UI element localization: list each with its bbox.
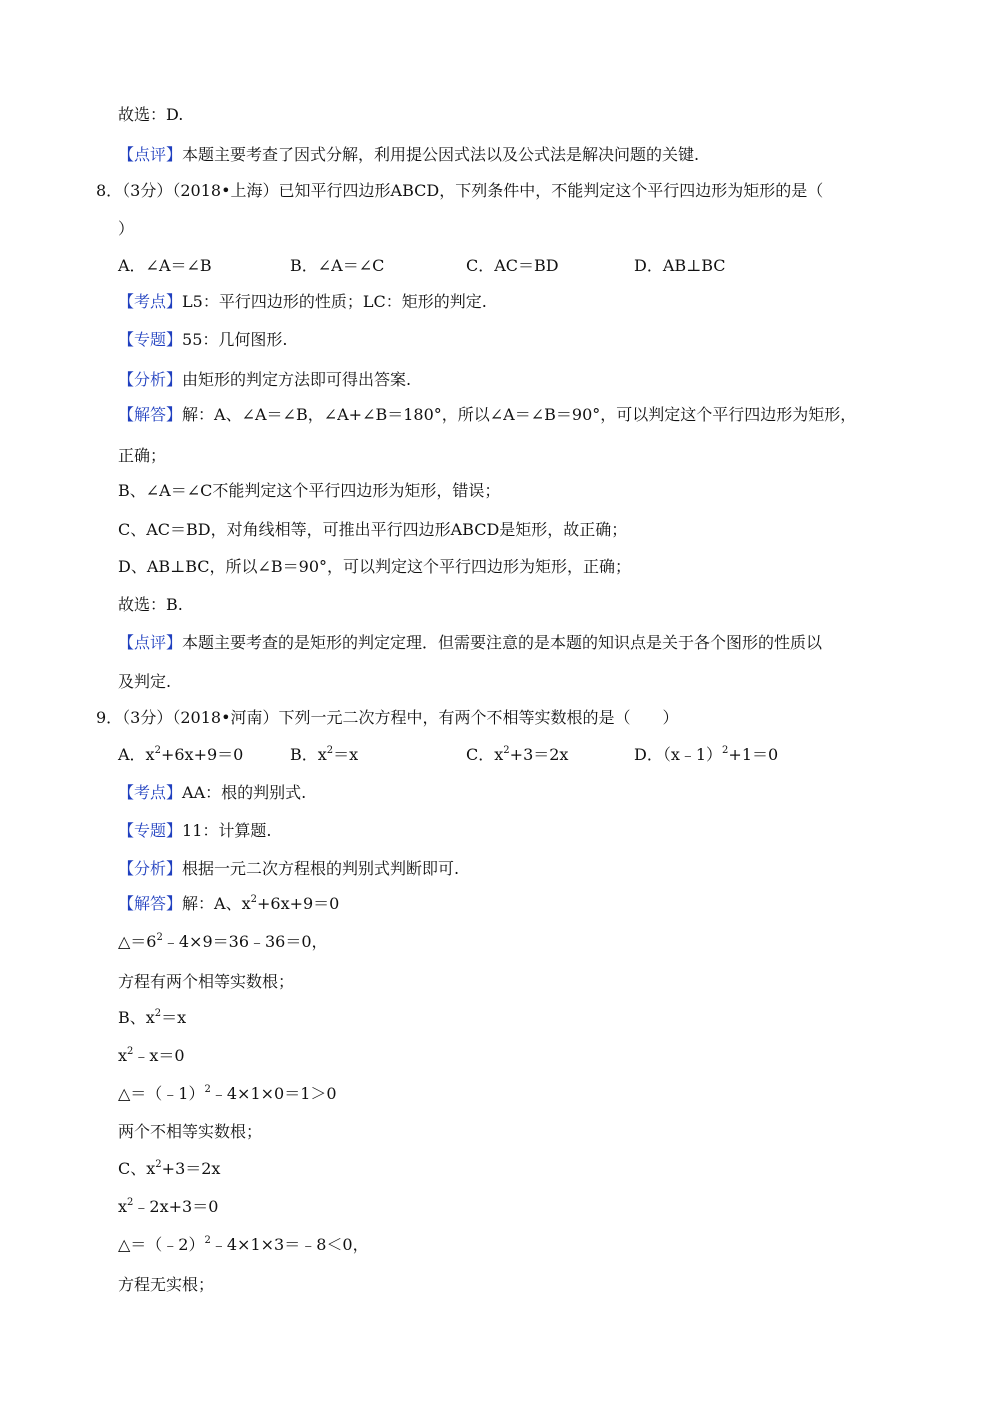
jieda-tag: 【解答】 <box>118 405 183 424</box>
zhuanti-tag: 【专题】 <box>118 330 183 349</box>
q9-option-a: A．$x^2+6x+9=0$ <box>118 745 244 764</box>
q8-zhuanti-text: 55：几何图形. <box>182 330 288 349</box>
q9-calc-line6: 两个不相等实数根； <box>118 1122 263 1141</box>
q9-calc-line1: $\triangle=6^2﹣4\times 9=36﹣36=0$， <box>118 932 328 951</box>
kaodian-tag: 【考点】 <box>118 783 183 802</box>
q8-fenxi-text: 由矩形的判定方法即可得出答案. <box>182 370 412 389</box>
q9-calc-line3: B、$x^2=x$ <box>118 1008 187 1027</box>
fenxi-tag: 【分析】 <box>118 370 183 389</box>
q8-comment-text: 本题主要考查的是矩形的判定定理．但需要注意的是本题的知识点是关于各个图形的性质以 <box>182 633 823 652</box>
fenxi-tag: 【分析】 <box>118 859 183 878</box>
q9-calc-line2: 方程有两个相等实数根； <box>118 972 295 991</box>
q9-fenxi-text: 根据一元二次方程根的判别式判断即可. <box>182 859 460 878</box>
q9-jieda-line: 【解答】解：A、$x^2+6x+9=0$ <box>118 894 340 913</box>
q8-stem-line2: ） <box>118 219 135 238</box>
prev-comment-line <box>118 145 699 165</box>
q8-comment-line1 <box>118 633 822 653</box>
q9-calc-line9: △＝（﹣2）$^2$﹣4×1×3＝﹣8＜0， <box>118 1235 369 1254</box>
q9-option-b: B．$x^2=x$ <box>290 745 359 764</box>
q9-fenxi-line <box>118 859 459 879</box>
q8-kaodian-text: L5：平行四边形的性质；LC：矩形的判定. <box>182 292 487 311</box>
q8-fenxi-line <box>118 370 411 390</box>
q9-option-c: C．$x^2+3=2x$ <box>466 745 569 764</box>
q8-jieda-text: 解：A、∠A＝∠B，∠A+∠B＝180°，所以∠A＝∠B＝90°，可以判定这个平行四边形为矩形， <box>182 405 857 424</box>
q8-line-d: D、AB⊥BC，所以∠B＝90°，可以判定这个平行四边形为矩形，正确； <box>118 557 632 576</box>
q8-jieda-line2: 正确； <box>118 446 167 465</box>
q9-calc-line4: $x^2﹣x=0$ <box>118 1046 185 1065</box>
kaodian-tag: 【考点】 <box>118 292 183 311</box>
prev-comment-text: 本题主要考查了因式分解，利用提公因式法以及公式法是解决问题的关键. <box>182 145 700 164</box>
q8-zhuanti-line <box>118 330 287 350</box>
q9-calc-line7: C、$x^2+3=2x$ <box>118 1159 221 1178</box>
q8-option-c: C．AC＝BD <box>466 256 559 275</box>
q8-answer: 故选：B. <box>118 595 183 614</box>
jieda-tag: 【解答】 <box>118 894 183 913</box>
q8-jieda-line1 <box>118 405 856 425</box>
q8-option-d: D．AB⊥BC <box>634 256 726 275</box>
q8-option-a: A．∠A＝∠B <box>118 256 212 275</box>
q8-stem-line1: 8．（3分）（2018•上海）已知平行四边形ABCD，下列条件中，不能判定这个平行四边形为矩形的是（ <box>96 181 824 200</box>
prev-answer: 故选：D. <box>118 105 184 124</box>
q9-kaodian-text: AA：根的判别式. <box>182 783 307 802</box>
q9-zhuanti-text: 11：计算题. <box>182 821 272 840</box>
comment-tag: 【点评】 <box>118 633 183 652</box>
q9-calc-line5: △＝（﹣1）$^2$﹣4×1×0＝1＞0 <box>118 1084 337 1103</box>
q9-calc-line10: 方程无实根； <box>118 1275 215 1294</box>
q9-zhuanti-line <box>118 821 271 841</box>
q8-line-c: C、AC＝BD，对角线相等，可推出平行四边形ABCD是矩形，故正确； <box>118 520 628 539</box>
q9-calc-line8: $x^2﹣2x+3=0$ <box>118 1197 219 1216</box>
q8-kaodian-line <box>118 292 487 312</box>
q9-option-d: D．（x﹣1）$^2$+1＝0 <box>634 745 779 764</box>
zhuanti-tag: 【专题】 <box>118 821 183 840</box>
q9-stem: 9．（3分）（2018•河南）下列一元二次方程中，有两个不相等实数根的是（ ） <box>96 708 679 727</box>
comment-tag: 【点评】 <box>118 145 183 164</box>
q8-line-b: B、∠A＝∠C不能判定这个平行四边形为矩形，错误； <box>118 481 501 500</box>
q8-comment-line2: 及判定. <box>118 672 172 691</box>
q9-kaodian-line <box>118 783 306 803</box>
q8-option-b: B．∠A＝∠C <box>290 256 385 275</box>
